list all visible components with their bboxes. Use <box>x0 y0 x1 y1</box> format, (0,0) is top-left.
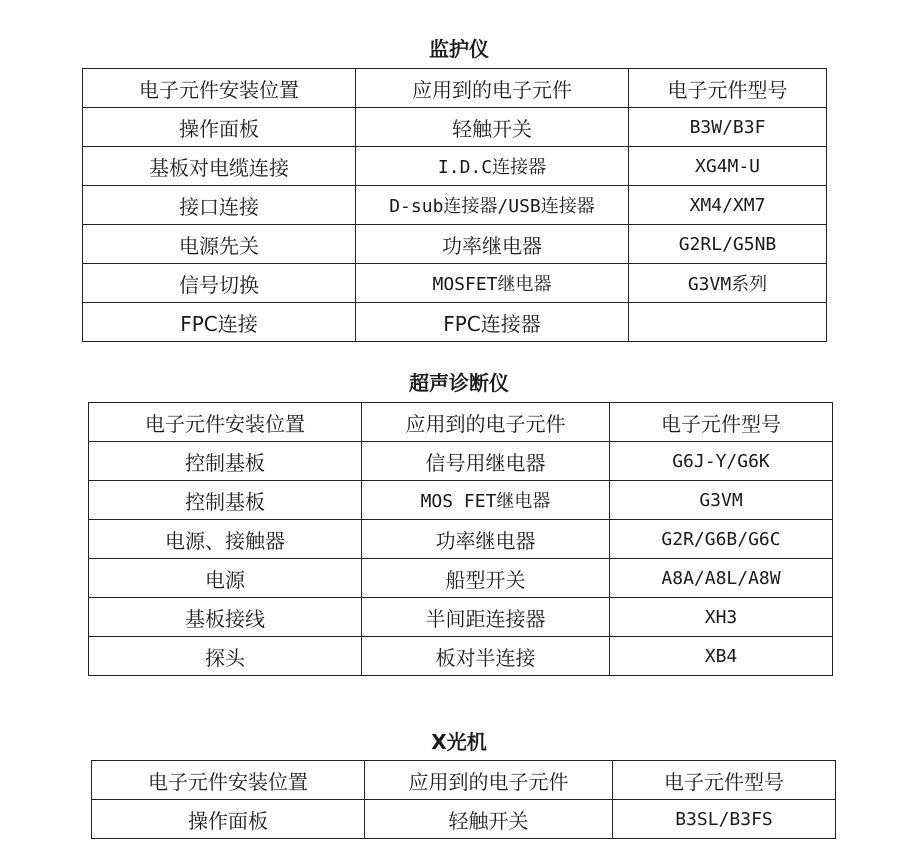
cell-component: 信号用继电器 <box>362 442 610 481</box>
header-component: 应用到的电子元件 <box>365 761 613 800</box>
cell-component: MOSFET继电器 <box>356 264 629 303</box>
table-row <box>89 481 833 520</box>
cell-location: 信号切换 <box>83 264 356 303</box>
cell-location: 控制基板 <box>89 481 362 520</box>
table-row <box>83 225 827 264</box>
cell-model: XM4/XM7 <box>629 186 827 225</box>
cell-component: 半间距连接器 <box>362 598 610 637</box>
table-row <box>89 637 833 676</box>
cell-model: XG4M-U <box>629 147 827 186</box>
cell-component: 轻触开关 <box>365 800 613 839</box>
cell-model: G6J-Y/G6K <box>610 442 833 481</box>
cell-model: B3W/B3F <box>629 108 827 147</box>
component-table-monitor <box>82 68 827 342</box>
table-row <box>83 186 827 225</box>
cell-component: MOS FET继电器 <box>362 481 610 520</box>
table-row <box>89 598 833 637</box>
table-header-row <box>89 403 833 442</box>
cell-model: G3VM系列 <box>629 264 827 303</box>
cell-model: G3VM <box>610 481 833 520</box>
header-model: 电子元件型号 <box>613 761 836 800</box>
header-install-location: 电子元件安装位置 <box>89 403 362 442</box>
table-row <box>83 108 827 147</box>
section-title-xray: X光机 <box>431 730 487 754</box>
cell-model: XH3 <box>610 598 833 637</box>
table-header-row <box>83 69 827 108</box>
cell-component: 轻触开关 <box>356 108 629 147</box>
table-row <box>92 800 836 839</box>
table-row <box>89 559 833 598</box>
cell-location: 探头 <box>89 637 362 676</box>
header-component: 应用到的电子元件 <box>362 403 610 442</box>
header-model: 电子元件型号 <box>629 69 827 108</box>
cell-location: 接口连接 <box>83 186 356 225</box>
table-header-row <box>92 761 836 800</box>
table-row <box>83 147 827 186</box>
cell-model: A8A/A8L/A8W <box>610 559 833 598</box>
table-row <box>89 442 833 481</box>
cell-component: 船型开关 <box>362 559 610 598</box>
cell-component: 板对半连接 <box>362 637 610 676</box>
cell-model: XB4 <box>610 637 833 676</box>
header-install-location: 电子元件安装位置 <box>83 69 356 108</box>
cell-location: 操作面板 <box>83 108 356 147</box>
cell-component: I.D.C连接器 <box>356 147 629 186</box>
component-table-xray <box>91 760 836 839</box>
cell-model <box>629 303 827 342</box>
table-row <box>83 303 827 342</box>
section-title-ultrasound: 超声诊断仪 <box>409 371 509 395</box>
header-install-location: 电子元件安装位置 <box>92 761 365 800</box>
cell-location: 电源先关 <box>83 225 356 264</box>
cell-location: 电源 <box>89 559 362 598</box>
cell-model: G2RL/G5NB <box>629 225 827 264</box>
cell-component: 功率继电器 <box>356 225 629 264</box>
cell-model: B3SL/B3FS <box>613 800 836 839</box>
table-row <box>83 264 827 303</box>
cell-model: G2R/G6B/G6C <box>610 520 833 559</box>
header-model: 电子元件型号 <box>610 403 833 442</box>
component-table-ultrasound <box>88 402 833 676</box>
cell-location: 操作面板 <box>92 800 365 839</box>
header-component: 应用到的电子元件 <box>356 69 629 108</box>
cell-component: FPC连接器 <box>356 303 629 342</box>
cell-location: 基板对电缆连接 <box>83 147 356 186</box>
cell-location: 电源、接触器 <box>89 520 362 559</box>
section-title-monitor: 监护仪 <box>429 37 489 61</box>
cell-location: 控制基板 <box>89 442 362 481</box>
table-row <box>89 520 833 559</box>
cell-component: D-sub连接器/USB连接器 <box>356 186 629 225</box>
cell-component: 功率继电器 <box>362 520 610 559</box>
cell-location: FPC连接 <box>83 303 356 342</box>
cell-location: 基板接线 <box>89 598 362 637</box>
